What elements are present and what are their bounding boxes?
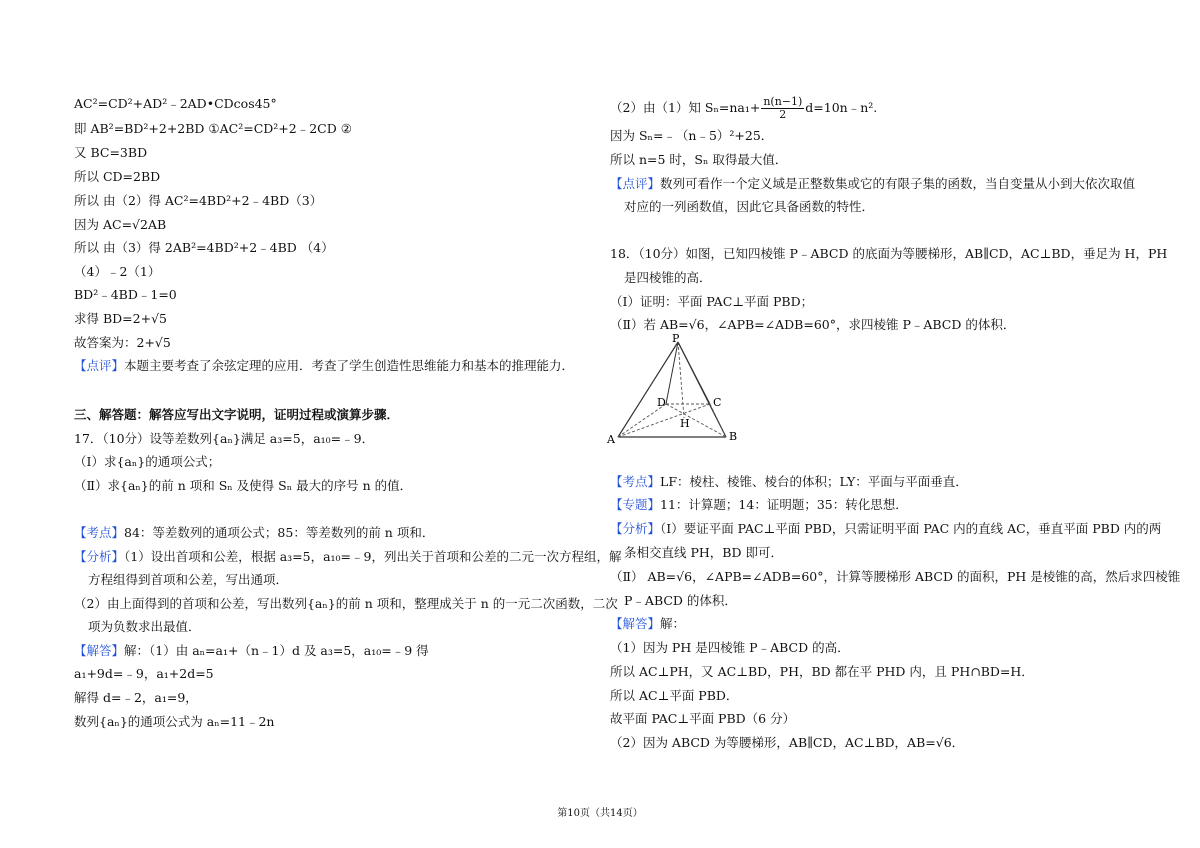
comment-tag: 【点评】: [74, 358, 125, 373]
analysis-line: [610, 521, 1161, 537]
topic-text: 11：计算题；14：证明题；35：转化思想．: [660, 497, 908, 512]
solution-tag: 【解答】: [74, 643, 125, 658]
text-line: 所以 n=5 时，Sₙ 取得最大值．: [610, 152, 788, 167]
vertex-label-d: D: [657, 396, 666, 409]
text-line: 所以 AC⊥平面 PBD．: [610, 688, 739, 703]
knowledge-tag: 【考点】: [610, 474, 661, 489]
comment-text: 本题主要考查了余弦定理的应用．考查了学生创造性思维能力和基本的推理能力．: [124, 358, 575, 373]
question-17: 17．（10分）设等差数列{aₙ}满足 a₃=5，a₁₀=﹣9．: [74, 431, 375, 446]
section-heading: 三、解答题：解答应写出文字说明，证明过程或演算步骤．: [74, 407, 400, 422]
solution-line: [610, 616, 685, 632]
text-line: 项为负数求出最值．: [88, 619, 201, 634]
solution-tag: 【解答】: [610, 616, 661, 631]
text-line: 因为 Sₙ=﹣（n﹣5）²+25．: [610, 128, 774, 143]
text-line: （4）﹣2（1）: [74, 264, 161, 279]
comment-line: [610, 176, 1135, 192]
knowledge-text: LF：棱柱、棱锥、棱台的体积；LY：平面与平面垂直．: [660, 474, 968, 489]
page-footer: 第10页（共14页）: [557, 808, 643, 819]
text-line: AC²=CD²+AD²﹣2AD•CDcos45°: [74, 96, 277, 111]
pyramid-figure: [606, 332, 756, 448]
fraction-denominator: 2: [779, 108, 787, 121]
analysis-line: [74, 549, 621, 565]
text-line: （2）由上面得到的首项和公差，写出数列{aₙ}的前 n 项和，整理成关于 n 的一元二次函数，二次: [74, 596, 618, 611]
text-line: 条相交直线 PH，BD 即可．: [624, 545, 783, 560]
text-line: 求得 BD=2+√5: [74, 311, 167, 326]
question-18: 18．（10分）如图，已知四棱锥 P﹣ABCD 的底面为等腰梯形，AB∥CD，AC⊥BD，垂足为 H，PH: [610, 246, 1168, 261]
analysis-text: （Ⅰ）要证平面 PAC⊥平面 PBD，只需证明平面 PAC 内的直线 AC，垂直平面 PBD 内的两: [660, 521, 1162, 536]
text-line: 所以 由（3）得 2AB²=4BD²+2﹣4BD （4）: [74, 240, 334, 255]
text-line: 即 AB²=BD²+2+2BD ①AC²=CD²+2﹣2CD ②: [74, 121, 352, 136]
text-line: 故平面 PAC⊥平面 PBD（6 分）: [610, 711, 796, 726]
solution-text: 解：（1）由 aₙ=a₁+（n﹣1）d 及 a₃=5，a₁₀=﹣9 得: [124, 643, 429, 658]
question-17-part-1: （Ⅰ）求{aₙ}的通项公式；: [74, 454, 221, 469]
solution-text: 解：: [660, 616, 686, 631]
vertex-label-a: A: [607, 433, 615, 446]
comment-text: 数列可看作一个定义域是正整数集或它的有限子集的函数，当自变量从小到大依次取值: [660, 176, 1136, 191]
text-line: 所以 CD=2BD: [74, 169, 161, 184]
sn-formula-line: [610, 96, 877, 121]
text-line: 是四棱锥的高．: [624, 270, 712, 285]
analysis-text: （1）设出首项和公差，根据 a₃=5，a₁₀=﹣9，列出关于首项和公差的二元一次方程组，解: [124, 549, 622, 564]
knowledge-tag: 【考点】: [74, 525, 125, 540]
text-line: 又 BC=3BD: [74, 145, 148, 160]
text-line: BD²﹣4BD﹣1=0: [74, 287, 177, 302]
comment-tag: 【点评】: [610, 176, 661, 191]
text-line: 对应的一列函数值，因此它具备函数的特性．: [624, 199, 875, 214]
text-line: （2）因为 ABCD 为等腰梯形，AB∥CD，AC⊥BD，AB=√6．: [610, 735, 965, 750]
text-line: P﹣ABCD 的体积．: [624, 593, 737, 608]
text-fragment: d=10n﹣n².: [805, 100, 878, 115]
text-line: （Ⅱ） AB=√6，∠APB=∠ADB=60°，计算等腰梯形 ABCD 的面积，PH 是棱锥的高，然后求四棱锥: [610, 569, 1181, 584]
text-line: 因为 AC=√2AB: [74, 217, 167, 232]
knowledge-line: [74, 525, 434, 541]
vertex-label-c: C: [713, 396, 722, 409]
text-line: 方程组得到首项和公差，写出通项．: [88, 572, 289, 587]
topic-line: [610, 497, 908, 513]
solution-line: [74, 643, 429, 659]
analysis-tag: 【分析】: [74, 549, 125, 564]
fraction: [761, 96, 804, 121]
topic-tag: 【专题】: [610, 497, 661, 512]
knowledge-text: 84：等差数列的通项公式；85：等差数列的前 n 项和．: [124, 525, 435, 540]
text-line: （1）因为 PH 是四棱锥 P﹣ABCD 的高．: [610, 640, 850, 655]
analysis-tag: 【分析】: [610, 521, 661, 536]
text-line: 数列{aₙ}的通项公式为 aₙ=11﹣2n: [74, 714, 275, 729]
knowledge-line: [610, 474, 968, 490]
question-18-part-2: （Ⅱ）若 AB=√6，∠APB=∠ADB=60°，求四棱锥 P﹣ABCD 的体积．: [610, 317, 1016, 332]
text-line: 解得 d=﹣2，a₁=9，: [74, 690, 198, 705]
text-line: 所以 AC⊥PH，又 AC⊥BD，PH，BD 都在平 PHD 内，且 PH∩BD=H．: [610, 664, 1034, 679]
text-line: 故答案为：2+√5: [74, 335, 171, 350]
text-fragment: （2）由（1）知 Sₙ=na₁+: [610, 100, 761, 115]
question-18-part-1: （Ⅰ）证明：平面 PAC⊥平面 PBD；: [610, 294, 814, 309]
vertex-label-b: B: [729, 430, 738, 443]
text-line: a₁+9d=﹣9，a₁+2d=5: [74, 666, 214, 681]
text-line: 所以 由（2）得 AC²=4BD²+2﹣4BD（3）: [74, 193, 323, 208]
question-17-part-2: （Ⅱ）求{aₙ}的前 n 项和 Sₙ 及使得 Sₙ 最大的序号 n 的值．: [74, 478, 413, 493]
vertex-label-p: P: [672, 332, 680, 345]
fraction-numerator: n(n−1): [763, 95, 803, 108]
comment-line: [74, 358, 574, 374]
vertex-label-h: H: [680, 417, 690, 430]
